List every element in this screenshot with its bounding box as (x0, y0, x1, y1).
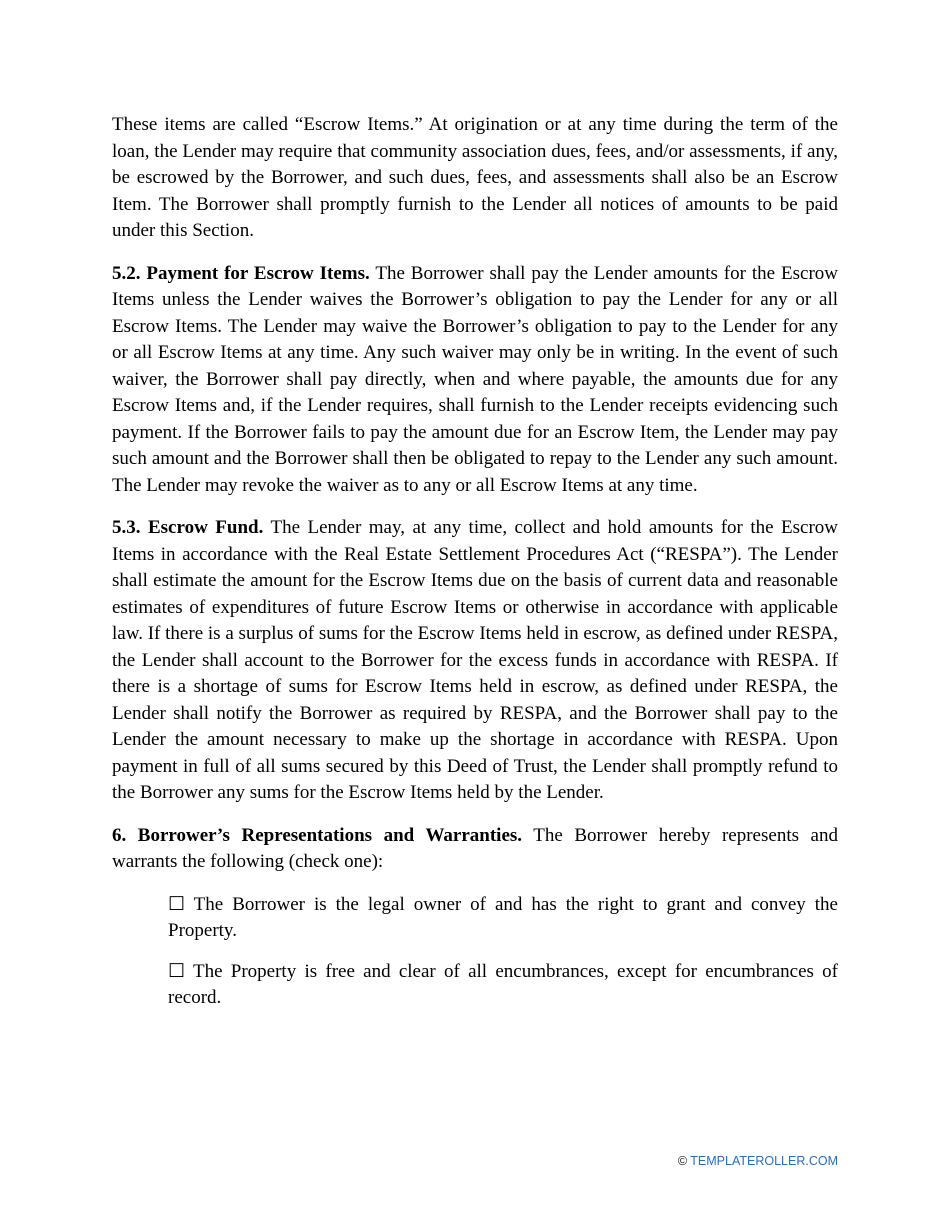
checklist-item-encumbrances-text: The Property is free and clear of all encumbrances, except for encumbrances of record. (168, 960, 838, 1008)
section-6-heading: 6. Borrower’s Representations and Warranties. (112, 824, 523, 846)
checkbox-owner[interactable]: ☐ (168, 893, 186, 915)
section-5-2-heading: 5.2. Payment for Escrow Items. (112, 262, 370, 284)
templateroller-link[interactable]: TEMPLATEROLLER.COM (690, 1154, 838, 1168)
section-5-3-paragraph (112, 515, 838, 807)
intro-text: These items are called “Escrow Items.” At origination or at any time during the term of the loan, the Lender may require that community association dues, fees, and/or assessments, if any, be escrowed by the Borrower, and such dues, fees, and assessments shall also be an Escrow Item. The Borrower shall promptly furnish to the Lender all notices of amounts to be paid under this Section. (112, 114, 838, 241)
section-5-3-heading: 5.3. Escrow Fund. (112, 517, 264, 538)
intro-paragraph (112, 112, 838, 245)
checkbox-encumbrances[interactable]: ☐ (168, 960, 186, 982)
document-page (112, 112, 838, 1026)
section-5-3-body: The Lender may, at any time, collect and hold amounts for the Escrow Items in accordance with the Real Estate Settlement Procedures Act (“RESPA”). The Lender shall estimate the amount for the Escrow Items due on the basis of current data and reasonable estimates of expenditures of future Escrow Items or otherwise in accordance with applicable law. If there is a surplus of sums for the Escrow Items held in escrow, as defined under RESPA, the Lender shall account to the Borrower for the excess funds in accordance with RESPA. If there is a shortage of sums for Escrow Items held in escrow, as defined under RESPA, the Lender shall notify the Borrower as required by RESPA, and the Borrower shall pay to the Lender the amount necessary to make up the shortage in accordance with RESPA. Upon payment in full of all sums secured by this Deed of Trust, the Lender shall promptly refund to the Borrower any sums for the Escrow Items held by the Lender. (112, 517, 838, 803)
section-6-body: The Borrower hereby represents and warrants the following (check one): (112, 824, 838, 872)
section-6-paragraph (112, 823, 838, 876)
footer-copyright (678, 1154, 838, 1168)
section-5-2-body: The Borrower shall pay the Lender amounts for the Escrow Items unless the Lender waives the Borrower’s obligation to pay the Lender for any or all Escrow Items. The Lender may waive the Borrower’s obligation to pay to the Lender for any or all Escrow Items at any time. Any such waiver may only be in writing. In the event of such waiver, the Borrower shall pay directly, when and where payable, the amounts due for any Escrow Items and, if the Lender requires, shall furnish to the Lender receipts evidencing such payment. If the Borrower fails to pay the amount due for an Escrow Item, the Lender may pay such amount and the Borrower shall then be obligated to repay to the Lender any such amount. The Lender may revoke the waiver as to any or all Escrow Items at any time. (112, 262, 838, 496)
copyright-symbol: © (677, 1154, 688, 1168)
checklist-item-owner-text: The Borrower is the legal owner of and has the right to grant and convey the Property. (168, 893, 838, 941)
section-5-2-paragraph (112, 261, 838, 500)
checklist-item-owner (168, 892, 838, 945)
checklist-item-encumbrances (168, 959, 838, 1012)
